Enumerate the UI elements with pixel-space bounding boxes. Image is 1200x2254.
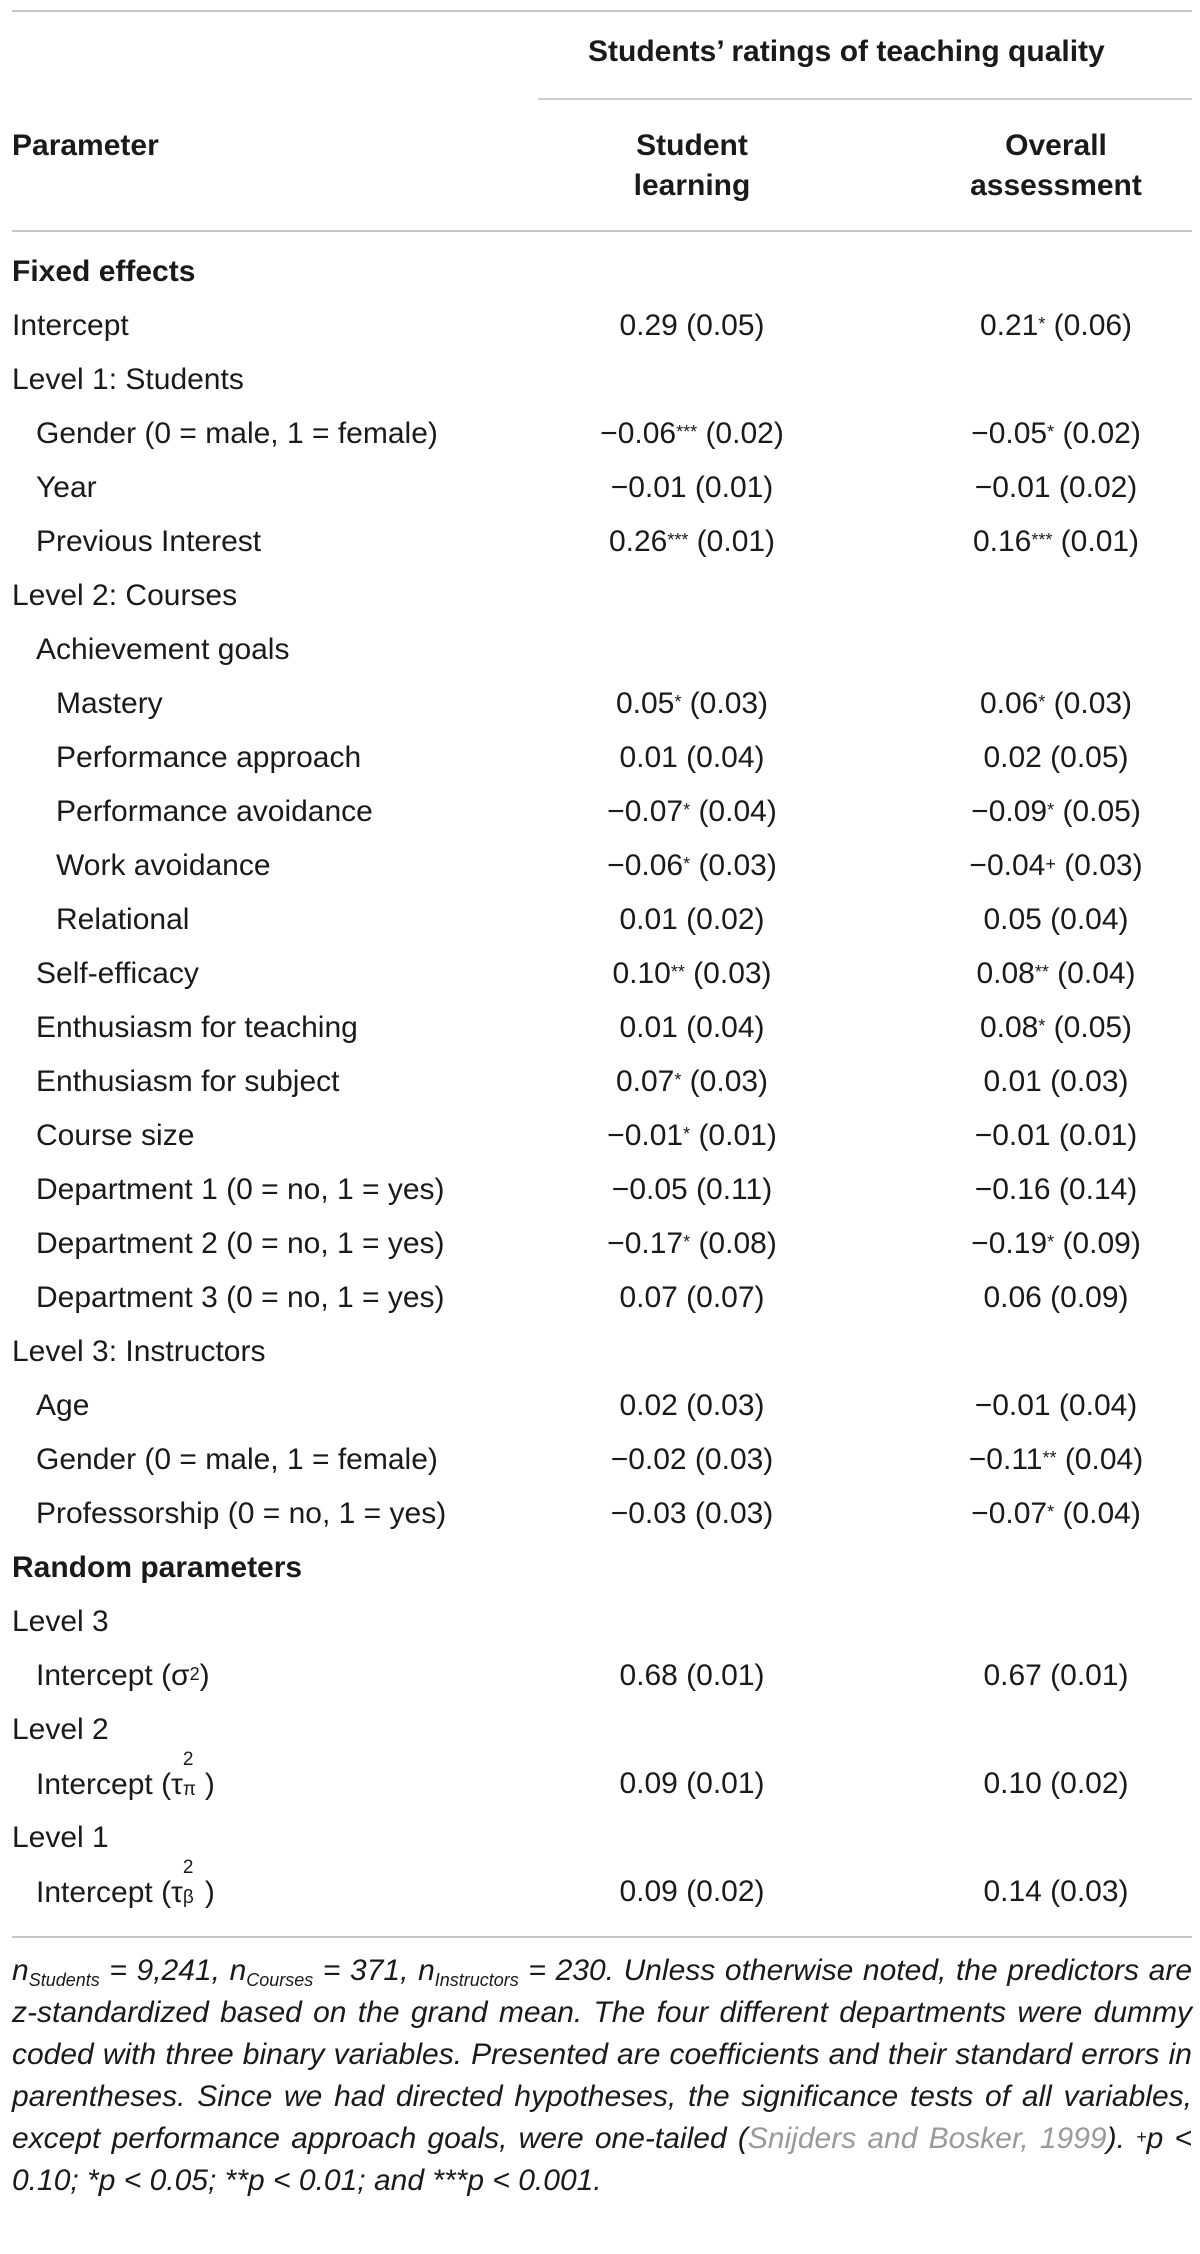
- top-rule: [12, 10, 1192, 12]
- row-value: −0.17* (0.08): [607, 1227, 777, 1260]
- row-value: 0.26*** (0.01): [608, 525, 776, 558]
- row-label: Performance approach: [56, 741, 362, 774]
- citation-link[interactable]: Snijders and Bosker, 1999: [747, 2122, 1107, 2155]
- row-value: 0.07 (0.07): [619, 1281, 765, 1314]
- row-value: −0.04+ (0.03): [969, 849, 1143, 882]
- level-label: Level 1: Students: [12, 363, 244, 396]
- level-label: Level 2: Courses: [12, 579, 238, 612]
- row-value: 0.05 (0.04): [983, 903, 1129, 936]
- span-header-rule: [538, 98, 1192, 100]
- row-value: −0.07* (0.04): [607, 795, 777, 828]
- row-value: −0.09* (0.05): [971, 795, 1141, 828]
- col1-header-line1: Student: [636, 129, 748, 162]
- row-value: −0.06* (0.03): [607, 849, 777, 882]
- row-label: Professorship (0 = no, 1 = yes): [36, 1497, 447, 1530]
- sublevel-label: Achievement goals: [36, 633, 290, 666]
- col1-header: [512, 126, 872, 206]
- row-value: −0.01 (0.02): [974, 471, 1138, 504]
- row-value: −0.07* (0.04): [971, 1497, 1141, 1530]
- row-value: 0.21* (0.06): [979, 309, 1133, 342]
- row-label: Intercept (τ 2 π ): [36, 1749, 215, 1801]
- col2-header-line2: assessment: [970, 169, 1142, 202]
- row-value: 0.67 (0.01): [983, 1659, 1129, 1692]
- row-label: Age: [36, 1389, 90, 1422]
- row-label: Gender (0 = male, 1 = female): [36, 417, 438, 450]
- col2-header: [876, 126, 1200, 206]
- row-value: 0.01 (0.04): [619, 1011, 765, 1044]
- row-value: −0.03 (0.03): [610, 1497, 774, 1530]
- row-label: Relational: [56, 903, 190, 936]
- row-value: −0.05* (0.02): [971, 417, 1141, 450]
- row-value: −0.01 (0.01): [974, 1119, 1138, 1152]
- row-value: −0.16 (0.14): [974, 1173, 1138, 1206]
- row-value: 0.02 (0.05): [983, 741, 1129, 774]
- col2-header-line1: Overall: [1005, 129, 1107, 162]
- row-value: 0.06 (0.09): [983, 1281, 1129, 1314]
- row-value: 0.10** (0.03): [612, 957, 772, 990]
- row-label: Previous Interest: [36, 525, 262, 558]
- row-label: Mastery: [56, 687, 163, 720]
- row-value: −0.05 (0.11): [611, 1173, 773, 1206]
- row-label: Department 3 (0 = no, 1 = yes): [36, 1281, 445, 1314]
- row-value: 0.01 (0.03): [983, 1065, 1129, 1098]
- row-value: 0.07* (0.03): [615, 1065, 769, 1098]
- row-label: Department 2 (0 = no, 1 = yes): [36, 1227, 445, 1260]
- row-value: −0.02 (0.03): [610, 1443, 774, 1476]
- row-value: 0.01 (0.02): [619, 903, 765, 936]
- row-value: 0.16*** (0.01): [972, 525, 1140, 558]
- row-label: Intercept: [12, 309, 129, 342]
- row-value: 0.08* (0.05): [979, 1011, 1133, 1044]
- row-value: 0.01 (0.04): [619, 741, 765, 774]
- row-value: 0.14 (0.03): [983, 1875, 1129, 1908]
- level-label: Level 3: [12, 1605, 109, 1638]
- row-label: Course size: [36, 1119, 195, 1152]
- level-label: Level 3: Instructors: [12, 1335, 266, 1368]
- row-value: 0.68 (0.01): [619, 1659, 765, 1692]
- row-label: Enthusiasm for teaching: [36, 1011, 358, 1044]
- row-value: −0.01* (0.01): [607, 1119, 777, 1152]
- row-value: 0.09 (0.02): [619, 1875, 765, 1908]
- row-label: Gender (0 = male, 1 = female): [36, 1443, 438, 1476]
- row-value: −0.11** (0.04): [968, 1443, 1144, 1476]
- row-value: 0.06* (0.03): [979, 687, 1133, 720]
- row-value: 0.05* (0.03): [615, 687, 769, 720]
- fixed-effects-title: Fixed effects: [12, 255, 196, 288]
- span-header: Students’ ratings of teaching quality: [588, 35, 1105, 68]
- row-value: 0.02 (0.03): [619, 1389, 765, 1422]
- row-label: Enthusiasm for subject: [36, 1065, 340, 1098]
- row-label: Work avoidance: [56, 849, 271, 882]
- row-value: −0.06*** (0.02): [600, 417, 784, 450]
- header-rule: [12, 230, 1192, 232]
- row-label: Year: [36, 471, 97, 504]
- row-label: Intercept (τ 2 β ): [36, 1857, 215, 1909]
- bottom-rule: [12, 1936, 1192, 1938]
- level-label: Level 1: [12, 1821, 109, 1854]
- row-label: Performance avoidance: [56, 795, 373, 828]
- row-label: Self-efficacy: [36, 957, 199, 990]
- row-label: Department 1 (0 = no, 1 = yes): [36, 1173, 445, 1206]
- row-value: −0.01 (0.04): [974, 1389, 1138, 1422]
- table-footnote: $n_{Students} = 9,241$, $n_{Courses} = 371$, $n_{Instructors} = 230$. Unless otherwise noted, the predictors are z-standardized based on the grand mean. The four different departments were dummy coded with three binary variables. Presented are coefficients and their standard errors in parentheses. Since we had directed hypotheses, the significance tests of all variables, except performance approach goals, were one-tailed (Snijders and Bosker, 1999). +p < 0.10; *p < 0.05; **p < 0.01; and ***p < 0.001.: [12, 1954, 1192, 2197]
- row-label: Intercept $(\sigma^2)$: [36, 1659, 210, 1692]
- row-value: −0.19* (0.09): [971, 1227, 1141, 1260]
- row-value: 0.09 (0.01): [619, 1767, 765, 1800]
- random-parameters-title: Random parameters: [12, 1551, 303, 1584]
- level-label: Level 2: [12, 1713, 109, 1746]
- row-value: 0.10 (0.02): [983, 1767, 1129, 1800]
- row-value: 0.29 (0.05): [619, 309, 765, 342]
- col1-header-line2: learning: [633, 169, 751, 202]
- row-value: 0.08** (0.04): [976, 957, 1136, 990]
- parameter-header: Parameter: [12, 129, 159, 162]
- row-value: −0.01 (0.01): [610, 471, 774, 504]
